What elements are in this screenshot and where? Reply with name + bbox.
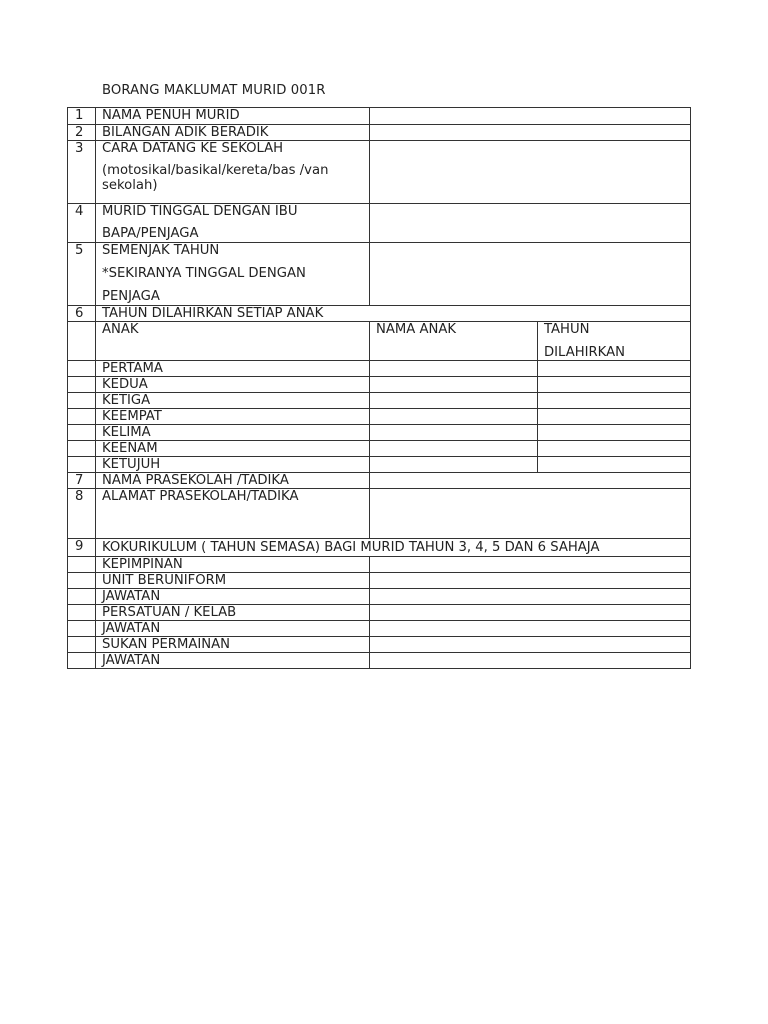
child-name-field[interactable]	[370, 393, 538, 409]
label-line: SEMENJAK TAHUN	[102, 243, 220, 258]
cocurricular-field[interactable]	[370, 653, 691, 669]
header-line: TAHUN	[544, 322, 590, 337]
section-label: TAHUN DILAHIRKAN SETIAP ANAK	[96, 306, 691, 322]
child-name-field[interactable]	[370, 425, 538, 441]
row-preschool-name	[68, 473, 691, 489]
section-label: KOKURIKULUM ( TAHUN SEMASA) BAGI MURID TAHUN 3, 4, 5 DAN 6 SAHAJA	[96, 539, 691, 557]
child-birth-year-field[interactable]	[538, 409, 691, 425]
field-label	[96, 204, 370, 243]
row-number: 5	[68, 243, 96, 306]
child-order-label: KELIMA	[96, 425, 370, 441]
child-order-label: PERTAMA	[96, 361, 370, 377]
child-row	[68, 441, 691, 457]
student-info-table	[67, 107, 691, 669]
row-since-year	[68, 243, 691, 306]
form-title: BORANG MAKLUMAT MURID 001R	[102, 83, 326, 98]
cocurricular-row	[68, 573, 691, 589]
cocurricular-field[interactable]	[370, 637, 691, 653]
row-number-empty	[68, 605, 96, 621]
child-birth-year-field[interactable]	[538, 425, 691, 441]
transport-field[interactable]	[370, 141, 691, 204]
row-number-empty	[68, 557, 96, 573]
preschool-address-field[interactable]	[370, 489, 691, 539]
row-siblings	[68, 125, 691, 141]
row-full-name	[68, 108, 691, 125]
row-number: 1	[68, 108, 96, 125]
header-line: DILAHIRKAN	[544, 345, 625, 360]
cocurricular-row	[68, 557, 691, 573]
cocurricular-row	[68, 621, 691, 637]
row-number-empty	[68, 457, 96, 473]
child-order-label: KETIGA	[96, 393, 370, 409]
field-label: BILANGAN ADIK BERADIK	[96, 125, 370, 141]
field-label: NAMA PENUH MURID	[96, 108, 370, 125]
row-number-empty	[68, 589, 96, 605]
row-number: 8	[68, 489, 96, 539]
row-number: 2	[68, 125, 96, 141]
field-label: NAMA PRASEKOLAH /TADIKA	[96, 473, 370, 489]
cocurricular-row	[68, 605, 691, 621]
child-name-field[interactable]	[370, 377, 538, 393]
child-order-label: KETUJUH	[96, 457, 370, 473]
row-number-empty	[68, 377, 96, 393]
row-number-empty	[68, 637, 96, 653]
column-header-birth-year	[538, 322, 691, 361]
child-row	[68, 393, 691, 409]
label-line: sekolah)	[102, 178, 158, 193]
child-birth-year-field[interactable]	[538, 457, 691, 473]
row-birth-years	[68, 306, 691, 322]
row-number: 7	[68, 473, 96, 489]
child-row	[68, 409, 691, 425]
cocurricular-label: UNIT BERUNIFORM	[96, 573, 370, 589]
field-label: ALAMAT PRASEKOLAH/TADIKA	[96, 489, 370, 539]
label-line: CARA DATANG KE SEKOLAH	[102, 141, 284, 156]
cocurricular-label: JAWATAN	[96, 653, 370, 669]
child-name-field[interactable]	[370, 457, 538, 473]
row-number: 4	[68, 204, 96, 243]
child-birth-year-field[interactable]	[538, 393, 691, 409]
siblings-field[interactable]	[370, 125, 691, 141]
cocurricular-field[interactable]	[370, 621, 691, 637]
row-number: 6	[68, 306, 96, 322]
cocurricular-row	[68, 653, 691, 669]
row-number: 3	[68, 141, 96, 204]
cocurricular-label: PERSATUAN / KELAB	[96, 605, 370, 621]
row-preschool-address	[68, 489, 691, 539]
label-line: *SEKIRANYA TINGGAL DENGAN	[102, 266, 306, 281]
cocurricular-field[interactable]	[370, 605, 691, 621]
child-order-label: KEDUA	[96, 377, 370, 393]
cocurricular-label: SUKAN PERMAINAN	[96, 637, 370, 653]
row-number-empty	[68, 425, 96, 441]
child-birth-year-field[interactable]	[538, 441, 691, 457]
child-name-field[interactable]	[370, 409, 538, 425]
field-label	[96, 243, 370, 306]
cocurricular-row	[68, 589, 691, 605]
cocurricular-field[interactable]	[370, 557, 691, 573]
label-line: (motosikal/basikal/kereta/bas /van	[102, 163, 329, 178]
row-number-empty	[68, 621, 96, 637]
row-guardian	[68, 204, 691, 243]
child-name-field[interactable]	[370, 361, 538, 377]
child-row	[68, 425, 691, 441]
since-year-field[interactable]	[370, 243, 691, 306]
cocurricular-field[interactable]	[370, 589, 691, 605]
row-number-empty	[68, 441, 96, 457]
child-order-label: KEEMPAT	[96, 409, 370, 425]
child-birth-year-field[interactable]	[538, 377, 691, 393]
child-birth-year-field[interactable]	[538, 361, 691, 377]
row-transport	[68, 141, 691, 204]
row-number-empty	[68, 573, 96, 589]
column-header-child: ANAK	[96, 322, 370, 361]
cocurricular-label: JAWATAN	[96, 621, 370, 637]
label-line: PENJAGA	[102, 289, 160, 304]
cocurricular-row	[68, 637, 691, 653]
child-order-label: KEENAM	[96, 441, 370, 457]
cocurricular-field[interactable]	[370, 573, 691, 589]
label-line: BAPA/PENJAGA	[102, 226, 199, 241]
child-name-field[interactable]	[370, 441, 538, 457]
row-number-empty	[68, 409, 96, 425]
row-number-empty	[68, 653, 96, 669]
row-number-empty	[68, 361, 96, 377]
row-number: 9	[68, 539, 96, 557]
child-row	[68, 361, 691, 377]
row-cocurricular	[68, 539, 691, 557]
row-number-empty	[68, 393, 96, 409]
cocurricular-label: KEPIMPINAN	[96, 557, 370, 573]
field-label	[96, 141, 370, 204]
children-header-row	[68, 322, 691, 361]
label-line: MURID TINGGAL DENGAN IBU	[102, 204, 298, 219]
child-row	[68, 457, 691, 473]
preschool-name-field[interactable]	[370, 473, 691, 489]
cocurricular-label: JAWATAN	[96, 589, 370, 605]
full-name-field[interactable]	[370, 108, 691, 125]
guardian-field[interactable]	[370, 204, 691, 243]
child-row	[68, 377, 691, 393]
row-number-empty	[68, 322, 96, 361]
column-header-child-name: NAMA ANAK	[370, 322, 538, 361]
